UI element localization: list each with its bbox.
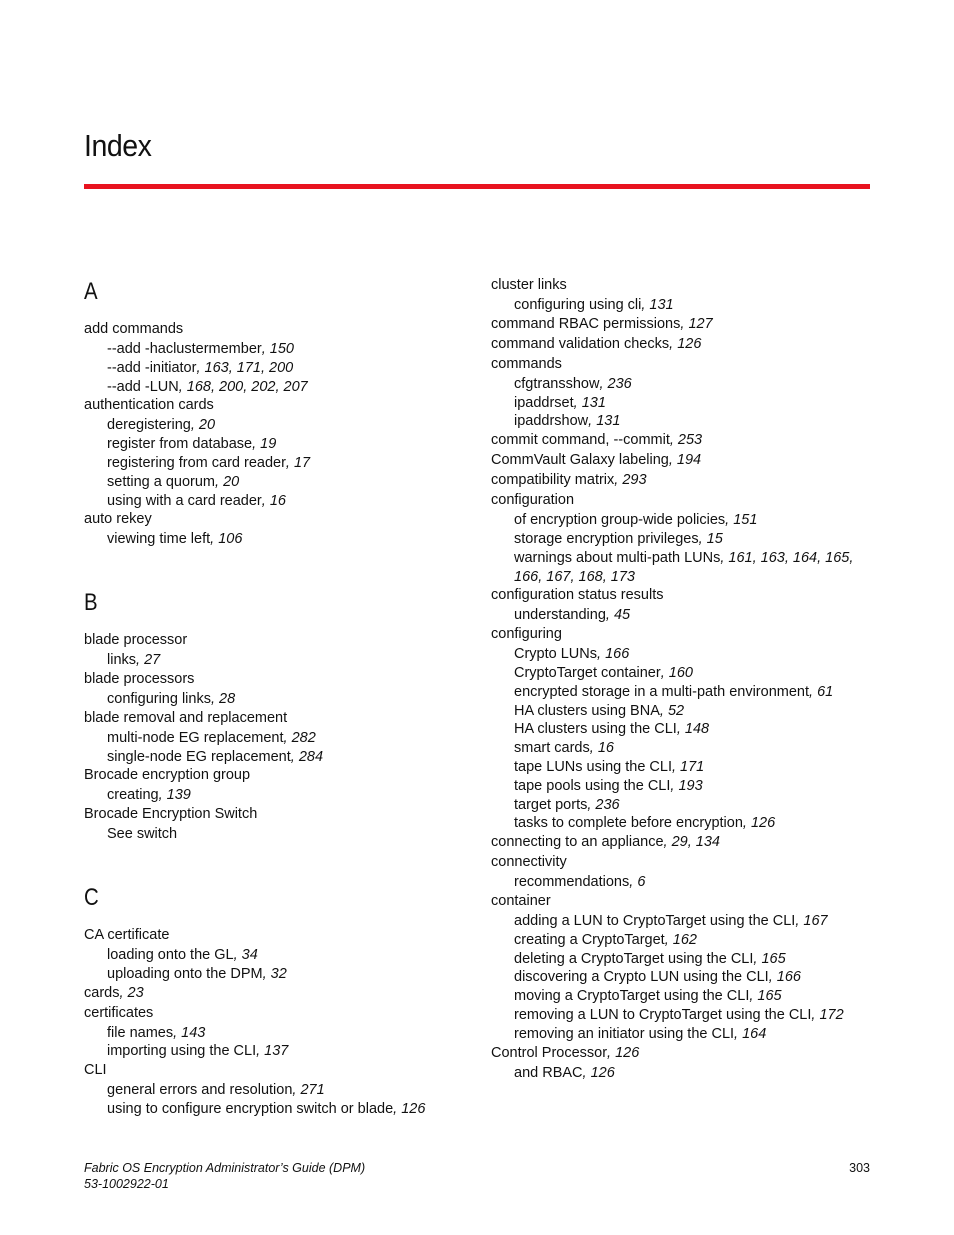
index-entry	[84, 984, 484, 1002]
index-entry	[491, 451, 881, 469]
index-subentry-pages: 106	[218, 531, 243, 548]
index-subentry: tasks to complete before encryption, 126	[514, 815, 776, 832]
index-subentry: recommendations, 6	[514, 874, 646, 891]
index-subentry-pages: 236	[607, 375, 632, 392]
index-subentry: warnings about multi-path LUNs, 161, 163, 164, 165, 166, 167, 168, 173	[514, 549, 854, 585]
index-entry	[84, 396, 484, 510]
index-term-pages: 126	[677, 335, 702, 352]
index-subentry-pages: 20	[198, 417, 216, 434]
index-subentry-pages: 168, 200, 202, 207	[186, 378, 308, 395]
index-column-right	[491, 276, 881, 1082]
index-entry	[491, 833, 881, 851]
index-subentry-pages: 131	[649, 297, 674, 313]
index-subentry	[84, 825, 484, 844]
index-subentry-text: ipaddrshow	[514, 413, 589, 430]
index-subentry-text: configuring links	[107, 690, 211, 707]
index-term-pages: 253	[677, 432, 703, 449]
index-entry	[491, 431, 881, 449]
index-subentry-pages: 171	[680, 758, 705, 775]
index-term-text: add commands	[84, 321, 184, 337]
index-subentry-text: using with a card reader	[107, 492, 262, 509]
index-subentry: HA clusters using BNA, 52	[514, 702, 685, 719]
index-subentry-pages: 236	[595, 796, 620, 813]
index-entry	[84, 631, 484, 670]
index-entry	[84, 805, 484, 844]
index-subentry-text: creating	[107, 787, 159, 804]
index-subentry-pages: 61	[817, 683, 834, 700]
index-subentry: Crypto LUNs, 166	[514, 646, 630, 663]
index-subentry-pages: 15	[706, 530, 723, 547]
index-subentry: storage encryption privileges, 15	[514, 530, 723, 547]
index-subentry-pages: 163, 171, 200	[204, 359, 294, 376]
index-subentry: registering from card reader, 17	[107, 454, 311, 471]
index-subentry: register from database, 19	[107, 436, 277, 453]
index-subentry: target ports, 236	[514, 796, 620, 813]
index-subentry-pages: 19	[260, 436, 277, 453]
index-subentry-text: setting a quorum	[107, 473, 216, 490]
index-subentry-text: moving a CryptoTarget using the CLI	[514, 988, 750, 1005]
index-term-pages: 126	[615, 1044, 640, 1061]
index-term-text: compatibility matrix	[491, 472, 615, 489]
index-subentry-text: uploading onto the DPM	[107, 965, 263, 982]
index-subentry: moving a CryptoTarget using the CLI, 165	[514, 988, 782, 1005]
index-subentry-pages: 193	[678, 777, 703, 794]
index-subentry-pages: 139	[166, 787, 191, 804]
index-term	[491, 892, 881, 910]
index-subentry-pages: 166	[776, 969, 801, 986]
index-subentry: single-node EG replacement, 284	[107, 748, 324, 765]
index-term-pages: 293	[622, 472, 647, 489]
index-subentry-text: Crypto LUNs	[514, 646, 597, 663]
index-term	[84, 709, 484, 727]
index-subentry: multi-node EG replacement, 282	[107, 729, 316, 746]
index-subentry: HA clusters using the CLI, 148	[514, 721, 710, 738]
index-term	[491, 276, 881, 294]
index-term	[84, 631, 484, 649]
index-subentry-pages: 165	[761, 950, 786, 967]
section-letter: B	[84, 589, 98, 617]
index-column-left	[84, 280, 484, 1119]
index-entry	[84, 1061, 484, 1119]
index-subentry-text: cfgtransshow	[514, 375, 600, 392]
index-subentry-text: multi-node EG replacement	[107, 729, 284, 746]
index-subentry-text: ipaddrset	[514, 394, 574, 411]
index-subentry-pages: 162	[672, 931, 697, 948]
index-subentry-text: --add -haclustermember	[107, 341, 262, 357]
index-subentry: --add -initiator, 163, 171, 200	[107, 359, 294, 376]
index-entry	[491, 355, 881, 431]
index-subentry-pages: 32	[270, 965, 287, 982]
index-entry	[491, 471, 881, 489]
index-entry	[84, 510, 484, 549]
index-term	[84, 670, 484, 688]
index-subentry: general errors and resolution, 271	[107, 1082, 325, 1099]
index-subentry-pages: 16	[597, 740, 614, 757]
index-subentry-text: warnings about multi-path LUNs	[514, 549, 721, 566]
index-subentry-pages: 151	[733, 512, 758, 529]
index-subentry: ipaddrshow, 131	[514, 413, 621, 430]
index-subentry-text: configuring using cli	[514, 297, 642, 313]
index-term: cards, 23	[84, 984, 144, 1001]
index-subentry-text: tape pools using the CLI	[514, 777, 671, 794]
index-subentry-text: viewing time left	[107, 531, 211, 548]
index-subentry: understanding, 45	[514, 607, 631, 624]
index-term-text: CommVault Galaxy labeling	[491, 452, 669, 469]
index-term-text: certificates	[84, 1004, 154, 1021]
index-subentry: importing using the CLI, 137	[107, 1043, 289, 1060]
section-letter: A	[84, 278, 98, 305]
index-subentry: deleting a CryptoTarget using the CLI, 165	[514, 950, 786, 967]
title-rule	[84, 184, 870, 189]
index-subentry: adding a LUN to CryptoTarget using the CLI, 167	[514, 912, 828, 929]
index-term-text: commit command, --commit	[491, 432, 670, 449]
index-subentry-pages: 284	[298, 748, 324, 765]
section-letter: C	[84, 883, 99, 911]
index-subentry: and RBAC, 126	[514, 1064, 615, 1081]
footer-doc-number: 53-1002922-01	[84, 1177, 169, 1191]
index-term	[84, 766, 484, 784]
index-subentry-text: encrypted storage in a multi-path environment	[514, 683, 809, 700]
index-subentry-pages: 271	[300, 1082, 325, 1099]
index-subentry-pages: 148	[684, 721, 710, 738]
index-term-text: authentication cards	[84, 397, 214, 414]
index-term	[84, 926, 484, 944]
index-term	[491, 586, 881, 604]
index-subentry-pages: 131	[596, 413, 621, 430]
index-subentry: ipaddrset, 131	[514, 394, 606, 411]
index-entry	[491, 315, 881, 333]
index-term-text: container	[491, 892, 551, 909]
index-subentry-pages: 160	[668, 664, 693, 681]
index-term-text: Brocade encryption group	[84, 767, 251, 784]
index-entry	[84, 926, 484, 984]
index-subentry-text: storage encryption privileges	[514, 530, 699, 547]
index-subentry-pages: 131	[581, 394, 606, 411]
index-subentry-text: deleting a CryptoTarget using the CLI	[514, 950, 754, 967]
index-subentry-pages: 126	[590, 1064, 615, 1081]
index-subentry-text: loading onto the GL	[107, 946, 234, 963]
index-term-text: connectivity	[491, 854, 567, 871]
index-term-text: cluster links	[491, 277, 567, 293]
index-subentry-pages: 166	[605, 646, 630, 663]
index-subentry: --add -haclustermember, 150	[107, 341, 294, 357]
index-term-text: cards	[84, 984, 120, 1001]
index-subentry-text: links	[107, 652, 137, 669]
index-term	[84, 510, 484, 528]
index-subentry-text: file names	[107, 1024, 174, 1041]
index-term-text: command RBAC permissions	[491, 315, 681, 332]
index-subentry-pages: 17	[293, 454, 311, 471]
index-subentry-text: register from database	[107, 436, 253, 453]
index-entry	[84, 1004, 484, 1062]
index-term-text: blade removal and replacement	[84, 709, 288, 726]
index-term-pages: 127	[688, 315, 713, 332]
index-subentry: CryptoTarget container, 160	[514, 664, 693, 681]
index-subentry-text: removing a LUN to CryptoTarget using the CLI	[514, 1006, 812, 1023]
index-section	[491, 276, 881, 1082]
index-entry	[84, 709, 484, 767]
index-subentry-pages: 20	[223, 473, 240, 490]
index-subentry: using with a card reader, 16	[107, 492, 286, 509]
index-subentry-text: registering from card reader	[107, 454, 286, 471]
index-subentry-text: discovering a Crypto LUN using the CLI	[514, 969, 769, 986]
index-subentry: uploading onto the DPM, 32	[107, 965, 287, 982]
index-term-text: auto rekey	[84, 511, 152, 528]
index-subentry-text: HA clusters using BNA	[514, 702, 660, 719]
index-subentry-text: of encryption group-wide policies	[514, 512, 726, 529]
index-subentry: using to configure encryption switch or blade, 126	[107, 1100, 426, 1117]
index-subentry-pages: 52	[667, 702, 685, 719]
index-section	[84, 591, 484, 844]
index-subentry: smart cards, 16	[514, 740, 614, 757]
index-subentry-pages: 28	[219, 690, 236, 707]
index-entry	[491, 491, 881, 586]
index-term-text: blade processors	[84, 670, 195, 687]
index-subentry-text: understanding	[514, 607, 606, 624]
index-subentry-text: general errors and resolution	[107, 1082, 293, 1099]
index-subentry-text: deregistering	[107, 417, 191, 434]
index-term-pages: 194	[676, 452, 702, 469]
index-term	[84, 396, 484, 414]
index-subentry: discovering a Crypto LUN using the CLI, 166	[514, 969, 801, 986]
index-subentry: viewing time left, 106	[107, 531, 243, 548]
index-subentry-pages: 282	[291, 729, 316, 746]
index-term-text: configuration status results	[491, 587, 664, 604]
index-term-text: Control Processor	[491, 1044, 608, 1061]
index-subentry-pages: 126	[750, 815, 776, 832]
index-subentry-pages: 164	[742, 1025, 767, 1042]
index-subentry-pages: 165	[757, 988, 782, 1005]
index-subentry-pages: 27	[144, 652, 161, 669]
index-term	[84, 1061, 484, 1079]
index-term-pages: 29, 134	[671, 834, 720, 851]
index-subentry: tape LUNs using the CLI, 171	[514, 758, 705, 775]
page-title: Index	[84, 128, 152, 163]
index-term: commit command, --commit, 253	[491, 432, 703, 449]
index-subentry: loading onto the GL, 34	[107, 946, 258, 963]
index-subentry-text: adding a LUN to CryptoTarget using the CLI	[514, 912, 796, 929]
index-subentry-pages: 167	[803, 912, 828, 929]
index-subentry-pages: 143	[181, 1024, 206, 1041]
index-entry	[491, 586, 881, 625]
index-term	[84, 320, 484, 338]
index-subentry-pages: 16	[269, 492, 286, 509]
index-entry	[491, 1044, 881, 1083]
index-subentry-pages: 6	[637, 874, 646, 891]
index-entry	[84, 320, 484, 396]
index-term-text: command validation checks	[491, 335, 670, 352]
index-subentry-text: --add -LUN	[107, 378, 179, 395]
index-subentry: removing an initiator using the CLI, 164	[514, 1025, 767, 1042]
index-section	[84, 280, 484, 549]
index-subentry: configuring links, 28	[107, 690, 236, 707]
index-subentry: configuring using cli, 131	[514, 297, 674, 313]
index-entry	[491, 625, 881, 833]
index-subentry-text: and RBAC	[514, 1064, 583, 1081]
index-subentry-text: target ports	[514, 796, 588, 813]
footer-doc-title: Fabric OS Encryption Administrator’s Guide (DPM)	[84, 1161, 366, 1175]
index-subentry-text: CryptoTarget container	[514, 664, 661, 681]
index-term: command RBAC permissions, 127	[491, 315, 713, 332]
index-term	[491, 491, 881, 509]
footer-page-number: 303	[849, 1161, 870, 1175]
index-subentry: tape pools using the CLI, 193	[514, 777, 703, 794]
index-term-text: configuring	[491, 626, 562, 643]
index-term: CommVault Galaxy labeling, 194	[491, 452, 702, 469]
index-term	[491, 355, 881, 373]
index-subentry-text: smart cards	[514, 740, 590, 757]
index-term: compatibility matrix, 293	[491, 472, 647, 489]
index-subentry: creating, 139	[107, 787, 191, 804]
index-subentry-text: removing an initiator using the CLI	[514, 1025, 735, 1042]
index-subentry: deregistering, 20	[107, 417, 216, 434]
index-term: command validation checks, 126	[491, 335, 702, 352]
index-subentry-text: creating a CryptoTarget	[514, 931, 665, 948]
index-subentry-text: tasks to complete before encryption	[514, 815, 743, 832]
index-term-text: connecting to an appliance	[491, 834, 664, 851]
index-subentry: links, 27	[107, 652, 161, 669]
index-subentry: cfgtransshow, 236	[514, 375, 632, 392]
index-subentry-pages: 150	[269, 341, 294, 357]
index-subentry-text: recommendations	[514, 874, 630, 891]
index-subentry-text: tape LUNs using the CLI	[514, 758, 672, 775]
index-term: Control Processor, 126	[491, 1044, 640, 1061]
index-subentry-text: single-node EG replacement	[107, 748, 291, 765]
footer-doc-info	[84, 1160, 365, 1192]
index-subentry-text: using to configure encryption switch or blade	[107, 1100, 394, 1117]
index-term-text: blade processor	[84, 632, 188, 649]
index-subentry: encrypted storage in a multi-path environment, 61	[514, 683, 834, 700]
index-entry	[491, 853, 881, 892]
index-subentry-pages: 34	[241, 946, 258, 963]
index-subentry-pages: 126	[401, 1100, 426, 1117]
index-term: connecting to an appliance, 29, 134	[491, 834, 720, 851]
index-subentry: file names, 143	[107, 1024, 206, 1041]
index-subentry-pages: 161, 163, 164, 165, 166, 167, 168, 173	[514, 549, 854, 585]
index-term-pages: 23	[127, 984, 144, 1001]
index-subentry: --add -LUN, 168, 200, 202, 207	[107, 378, 308, 395]
index-section	[84, 883, 484, 1119]
index-subentry-pages: 172	[819, 1006, 844, 1023]
index-entry	[491, 892, 881, 1044]
index-subentry: setting a quorum, 20	[107, 473, 240, 490]
index-term-text: configuration	[491, 492, 575, 509]
index-entry	[491, 335, 881, 353]
index-subentry: creating a CryptoTarget, 162	[514, 931, 697, 948]
index-entry	[491, 276, 881, 315]
index-term	[491, 625, 881, 643]
index-term	[491, 853, 881, 871]
index-subentry: of encryption group-wide policies, 151	[514, 512, 758, 529]
index-term	[84, 805, 484, 823]
index-term	[84, 1004, 484, 1022]
index-term-text: commands	[491, 355, 562, 372]
index-term-text: CA certificate	[84, 926, 170, 943]
index-entry	[84, 670, 484, 709]
index-subentry-text: HA clusters using the CLI	[514, 721, 677, 738]
index-subentry-text: See switch	[107, 826, 178, 843]
index-entry	[84, 766, 484, 805]
index-subentry-text: importing using the CLI	[107, 1043, 257, 1060]
index-subentry-pages: 45	[613, 607, 631, 624]
index-subentry: removing a LUN to CryptoTarget using the CLI, 172	[514, 1006, 844, 1023]
index-subentry-text: --add -initiator	[107, 359, 197, 376]
index-term-text: CLI	[84, 1062, 107, 1079]
index-term-text: Brocade Encryption Switch	[84, 806, 258, 823]
index-subentry-pages: 137	[264, 1043, 289, 1060]
